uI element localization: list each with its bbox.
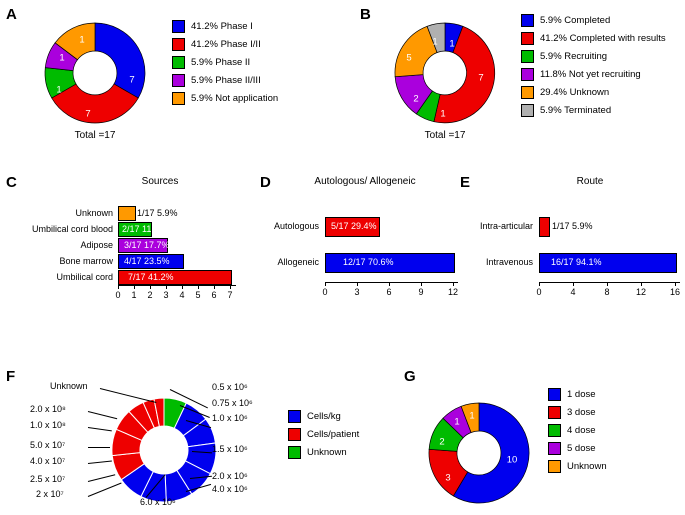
- panel-letter-e: E: [460, 174, 471, 191]
- bar-category-intravenous: Intravenous: [485, 257, 533, 267]
- slice-value-unknown: 1: [469, 410, 475, 422]
- legend-label-not-application: 5.9% Not application: [191, 93, 279, 104]
- legend-swatch-terminated: [521, 104, 534, 117]
- bar-value-intravenous: 16/17 94.1%: [551, 257, 602, 267]
- bar-unknown: [118, 206, 136, 221]
- legend-label-completed-results: 41.2% Completed with results: [540, 33, 666, 44]
- x-tick-label: 6: [386, 287, 392, 297]
- x-tick: [230, 285, 231, 289]
- slice-value-completed-results: 7: [478, 72, 484, 84]
- bar-value-intra-articular: 1/17 5.9%: [552, 221, 593, 231]
- panel-a-total: Total =17: [74, 130, 116, 141]
- x-tick: [118, 285, 119, 289]
- slice-value-3-dose: 3: [445, 472, 451, 484]
- panel-f-legend: [288, 410, 359, 464]
- pie-label-4e7: 4.0 x 10⁷: [30, 456, 66, 466]
- panel-b-legend: [521, 14, 666, 122]
- x-tick: [357, 282, 358, 286]
- legend-swatch-phase-ii: [172, 56, 185, 69]
- panel-e-chart: [455, 196, 685, 306]
- legend-item: [521, 86, 666, 99]
- x-tick: [150, 285, 151, 289]
- slice-value-not-yet-recruiting: 2: [413, 93, 419, 105]
- slice-value-terminated: 1: [432, 36, 438, 48]
- x-tick: [198, 285, 199, 289]
- legend-item: [548, 460, 607, 473]
- legend-label-cells-per-kg: Cells/kg: [307, 411, 341, 422]
- x-tick: [182, 285, 183, 289]
- legend-swatch-completed-results: [521, 32, 534, 45]
- legend-label-phase-ii-iii: 5.9% Phase II/III: [191, 75, 261, 86]
- pie-label-1e8: 1.0 x 10⁸: [30, 420, 66, 430]
- panel-e-title: Route: [576, 176, 604, 187]
- panel-b-donut: [390, 18, 500, 128]
- slice-value-phase-ii-iii: 1: [59, 52, 65, 64]
- slice-value-not-application: 1: [79, 34, 85, 46]
- legend-item: [288, 446, 359, 459]
- pie-label-05e6: 0.5 x 10⁶: [212, 382, 248, 392]
- legend-label-phase-ii: 5.9% Phase II: [191, 57, 251, 68]
- legend-swatch-1-dose: [548, 388, 561, 401]
- slice-value-completed: 1: [449, 38, 455, 50]
- bar-value-allogeneic: 12/17 70.6%: [343, 257, 394, 267]
- pie-label-075e6: 0.75 x 10⁶: [212, 398, 253, 408]
- bar-value-adipose: 3/17 17.7%: [124, 240, 170, 250]
- x-tick-label: 0: [536, 287, 542, 297]
- legend-swatch-cells-per-kg: [288, 410, 301, 423]
- bar-category-adipose: Adipose: [80, 240, 113, 250]
- pie-label-25e6: 2.5 x 10⁷: [30, 474, 66, 484]
- bar-category-bone-marrow: Bone marrow: [59, 256, 113, 266]
- legend-label-3-dose: 3 dose: [567, 407, 596, 418]
- x-tick-label: 1: [131, 290, 137, 300]
- legend-swatch-phase-i-ii: [172, 38, 185, 51]
- slice-value-4-dose: 2: [439, 436, 445, 448]
- bar-category-allogeneic: Allogeneic: [277, 257, 319, 267]
- x-tick-label: 12: [635, 287, 647, 297]
- pie-label-6e6: 6.0 x 10⁶: [140, 497, 176, 507]
- x-tick: [134, 285, 135, 289]
- x-tick-label: 2: [147, 290, 153, 300]
- legend-item: [172, 20, 278, 33]
- x-tick-label: 3: [163, 290, 169, 300]
- legend-label-not-yet-recruiting: 11.8% Not yet recruiting: [540, 69, 641, 80]
- x-tick-label: 7: [227, 290, 233, 300]
- pie-label-5e7: 5.0 x 10⁷: [30, 440, 66, 450]
- pie-label-2e7: 2 x 10⁷: [36, 489, 64, 499]
- bar-value-unknown: 1/17 5.9%: [137, 208, 178, 218]
- legend-label-unknown: Unknown: [307, 447, 347, 458]
- pie-label-1e6: 1.0 x 10⁶: [212, 413, 248, 423]
- legend-swatch-5-dose: [548, 442, 561, 455]
- panel-g-donut: [424, 398, 534, 508]
- panel-letter-g: G: [404, 368, 416, 385]
- donut-chart-status: [390, 18, 500, 128]
- x-axis-line: [118, 285, 236, 286]
- legend-item: [521, 68, 666, 81]
- panel-d-chart: [255, 196, 459, 306]
- legend-item: [521, 50, 666, 63]
- legend-item: [288, 410, 359, 423]
- leader-line: [88, 447, 110, 448]
- pie-label-unknown: Unknown: [50, 381, 88, 391]
- panel-b-total: Total =17: [424, 130, 466, 141]
- slice-value-1-dose: 10: [506, 454, 518, 466]
- pie-label-2e8: 2.0 x 10⁸: [30, 404, 66, 414]
- bar-category-umbilical-cord: Umbilical cord: [56, 272, 113, 282]
- panel-letter-f: F: [6, 368, 16, 385]
- x-tick: [214, 285, 215, 289]
- bar-value-umbilical-cord-blood: 2/17 11.8%: [122, 224, 167, 234]
- x-tick-label: 16: [669, 287, 681, 297]
- legend-item: [548, 388, 607, 401]
- legend-item: [548, 406, 607, 419]
- legend-item: [288, 428, 359, 441]
- legend-label-phase-i-ii: 41.2% Phase I/II: [191, 39, 261, 50]
- x-tick-label: 4: [179, 290, 185, 300]
- bar-category-autologous: Autologous: [273, 221, 319, 231]
- x-axis-line: [539, 282, 680, 283]
- x-tick: [325, 282, 326, 286]
- x-tick: [453, 282, 454, 286]
- panel-letter-d: D: [260, 174, 271, 191]
- bar-value-bone-marrow: 4/17 23.5%: [124, 256, 170, 266]
- slice-value-unknown: 5: [406, 52, 412, 64]
- legend-swatch-completed: [521, 14, 534, 27]
- x-tick: [607, 282, 608, 286]
- x-tick-label: 8: [604, 287, 610, 297]
- x-tick-label: 6: [211, 290, 217, 300]
- legend-label-unknown: 29.4% Unknown: [540, 87, 610, 98]
- donut-chart-doses: [424, 398, 534, 508]
- legend-item: [521, 14, 666, 27]
- legend-swatch-not-yet-recruiting: [521, 68, 534, 81]
- x-tick-label: 5: [195, 290, 201, 300]
- panel-g-legend: [548, 388, 607, 478]
- legend-swatch-3-dose: [548, 406, 561, 419]
- slice-value-phase-ii: 1: [56, 84, 62, 96]
- legend-label-terminated: 5.9% Terminated: [540, 105, 612, 116]
- donut-chart-phase: [40, 18, 150, 128]
- x-tick-label: 9: [418, 287, 424, 297]
- panel-c-chart: [0, 196, 240, 306]
- slice-value-recruiting: 1: [440, 108, 446, 120]
- x-tick: [573, 282, 574, 286]
- x-tick: [166, 285, 167, 289]
- x-tick: [641, 282, 642, 286]
- legend-label-recruiting: 5.9% Recruiting: [540, 51, 608, 62]
- legend-item: [172, 38, 278, 51]
- legend-item: [521, 32, 666, 45]
- legend-item: [172, 74, 278, 87]
- legend-swatch-unknown: [548, 460, 561, 473]
- panel-letter-c: C: [6, 174, 17, 191]
- x-axis-line: [325, 282, 458, 283]
- x-tick-label: 12: [447, 287, 459, 297]
- legend-label-4-dose: 4 dose: [567, 425, 596, 436]
- bar-value-autologous: 5/17 29.4%: [331, 221, 377, 231]
- legend-item: [172, 92, 278, 105]
- legend-item: [548, 442, 607, 455]
- legend-item: [548, 424, 607, 437]
- slice-value-5-dose: 1: [454, 416, 460, 428]
- legend-swatch-recruiting: [521, 50, 534, 63]
- legend-label-cells-per-patient: Cells/patient: [307, 429, 360, 440]
- legend-swatch-phase-i: [172, 20, 185, 33]
- legend-swatch-unknown: [288, 446, 301, 459]
- legend-item: [521, 104, 666, 117]
- x-tick: [421, 282, 422, 286]
- panel-c-title: Sources: [141, 176, 179, 187]
- legend-swatch-unknown: [521, 86, 534, 99]
- x-tick: [675, 282, 676, 286]
- legend-swatch-cells-per-patient: [288, 428, 301, 441]
- legend-swatch-not-application: [172, 92, 185, 105]
- x-tick-label: 3: [354, 287, 360, 297]
- pie-label-2e6: 2.0 x 10⁶: [212, 471, 248, 481]
- slice-value-phase-i-ii: 7: [85, 108, 91, 120]
- bar-category-unknown: Unknown: [75, 208, 113, 218]
- panel-letter-b: B: [360, 6, 371, 23]
- bar-category-intra-articular: Intra-articular: [479, 221, 533, 231]
- legend-swatch-phase-ii-iii: [172, 74, 185, 87]
- panel-a-legend: [172, 20, 278, 110]
- bar-value-umbilical-cord: 7/17 41.2%: [128, 272, 174, 282]
- legend-label-5-dose: 5 dose: [567, 443, 596, 454]
- pie-label-4e6: 4.0 x 10⁶: [212, 484, 248, 494]
- x-tick-label: 4: [570, 287, 576, 297]
- x-tick-label: 0: [115, 290, 121, 300]
- legend-label-1-dose: 1 dose: [567, 389, 596, 400]
- panel-d-title: Autologous/ Allogeneic: [314, 176, 416, 187]
- pie-label-15e6: 1.5 x 10⁶: [212, 444, 248, 454]
- panel-a-donut: [40, 18, 150, 128]
- legend-item: [172, 56, 278, 69]
- bar-intra-articular: [539, 217, 550, 237]
- x-tick: [389, 282, 390, 286]
- legend-label-phase-i: 41.2% Phase I: [191, 21, 253, 32]
- x-tick-label: 0: [322, 287, 328, 297]
- legend-swatch-4-dose: [548, 424, 561, 437]
- legend-label-completed: 5.9% Completed: [540, 15, 611, 26]
- panel-letter-a: A: [6, 6, 17, 23]
- slice-value-phase-i: 7: [129, 74, 135, 86]
- legend-label-unknown: Unknown: [567, 461, 607, 472]
- x-tick: [539, 282, 540, 286]
- bar-category-umbilical-cord-blood: Umbilical cord blood: [31, 224, 113, 234]
